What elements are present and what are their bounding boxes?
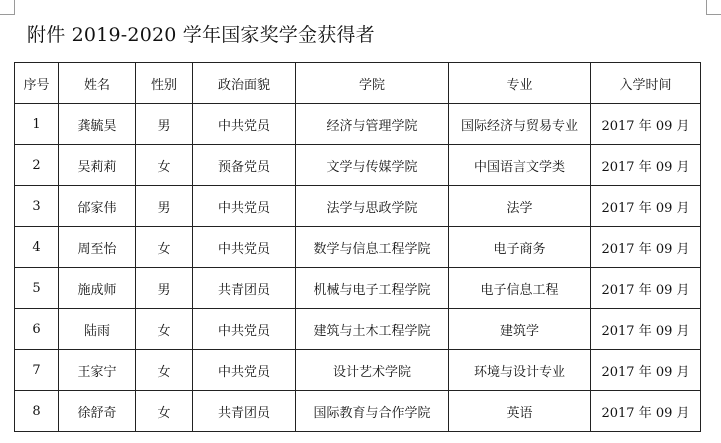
- cell-political-status: 共青团员: [193, 268, 296, 309]
- cell-index: 7: [15, 350, 59, 391]
- cell-college: 机械与电子工程学院: [296, 268, 449, 309]
- table-row: [15, 186, 701, 227]
- cell-index: 8: [15, 391, 59, 432]
- cell-gender: 女: [136, 391, 193, 432]
- table-row: [15, 104, 701, 145]
- table-row: [15, 350, 701, 391]
- cell-college: 数学与信息工程学院: [296, 227, 449, 268]
- cell-major: 建筑学: [449, 309, 591, 350]
- cell-name: 吴莉莉: [59, 145, 136, 186]
- cell-index: 3: [15, 186, 59, 227]
- cell-index: 6: [15, 309, 59, 350]
- cell-index: 4: [15, 227, 59, 268]
- cell-political-status: 中共党员: [193, 227, 296, 268]
- cell-index: 1: [15, 104, 59, 145]
- page-corner-mark-left: [0, 0, 15, 15]
- cell-gender: 女: [136, 309, 193, 350]
- cell-political-status: 中共党员: [193, 309, 296, 350]
- cell-index: 2: [15, 145, 59, 186]
- cell-college: 文学与传媒学院: [296, 145, 449, 186]
- scholarship-winners-table: [14, 62, 701, 432]
- cell-name: 徐舒奇: [59, 391, 136, 432]
- cell-college: 国际教育与合作学院: [296, 391, 449, 432]
- cell-college: 经济与管理学院: [296, 104, 449, 145]
- cell-major: 电子商务: [449, 227, 591, 268]
- page-corner-mark-right: [706, 0, 721, 15]
- cell-political-status: 预备党员: [193, 145, 296, 186]
- cell-enrollment-date: 2017 年 09 月: [591, 145, 701, 186]
- cell-gender: 女: [136, 350, 193, 391]
- cell-major: 环境与设计专业: [449, 350, 591, 391]
- cell-index: 5: [15, 268, 59, 309]
- cell-political-status: 中共党员: [193, 186, 296, 227]
- table-row: [15, 391, 701, 432]
- cell-college: 设计艺术学院: [296, 350, 449, 391]
- header-major: 专业: [449, 63, 591, 104]
- header-enrollment-date: 入学时间: [591, 63, 701, 104]
- cell-major: 法学: [449, 186, 591, 227]
- header-name: 姓名: [59, 63, 136, 104]
- cell-name: 邰家伟: [59, 186, 136, 227]
- cell-major: 中国语言文学类: [449, 145, 591, 186]
- header-political-status: 政治面貌: [193, 63, 296, 104]
- cell-college: 建筑与土木工程学院: [296, 309, 449, 350]
- cell-enrollment-date: 2017 年 09 月: [591, 104, 701, 145]
- cell-enrollment-date: 2017 年 09 月: [591, 309, 701, 350]
- header-college: 学院: [296, 63, 449, 104]
- header-index: 序号: [15, 63, 59, 104]
- cell-name: 施成师: [59, 268, 136, 309]
- cell-name: 龚毓昊: [59, 104, 136, 145]
- cell-name: 陆雨: [59, 309, 136, 350]
- cell-name: 王家宁: [59, 350, 136, 391]
- table-row: [15, 268, 701, 309]
- cell-political-status: 中共党员: [193, 350, 296, 391]
- table-row: [15, 309, 701, 350]
- document-title: 附件 2019-2020 学年国家奖学金获得者: [27, 24, 375, 46]
- cell-name: 周至怡: [59, 227, 136, 268]
- cell-gender: 女: [136, 227, 193, 268]
- cell-gender: 女: [136, 145, 193, 186]
- table-header-row: [15, 63, 701, 104]
- cell-enrollment-date: 2017 年 09 月: [591, 350, 701, 391]
- cell-gender: 男: [136, 186, 193, 227]
- cell-enrollment-date: 2017 年 09 月: [591, 186, 701, 227]
- table-row: [15, 227, 701, 268]
- cell-enrollment-date: 2017 年 09 月: [591, 391, 701, 432]
- cell-political-status: 中共党员: [193, 104, 296, 145]
- cell-gender: 男: [136, 104, 193, 145]
- cell-major: 电子信息工程: [449, 268, 591, 309]
- cell-gender: 男: [136, 268, 193, 309]
- table-row: [15, 145, 701, 186]
- cell-major: 英语: [449, 391, 591, 432]
- cell-college: 法学与思政学院: [296, 186, 449, 227]
- cell-political-status: 共青团员: [193, 391, 296, 432]
- cell-major: 国际经济与贸易专业: [449, 104, 591, 145]
- header-gender: 性别: [136, 63, 193, 104]
- cell-enrollment-date: 2017 年 09 月: [591, 227, 701, 268]
- cell-enrollment-date: 2017 年 09 月: [591, 268, 701, 309]
